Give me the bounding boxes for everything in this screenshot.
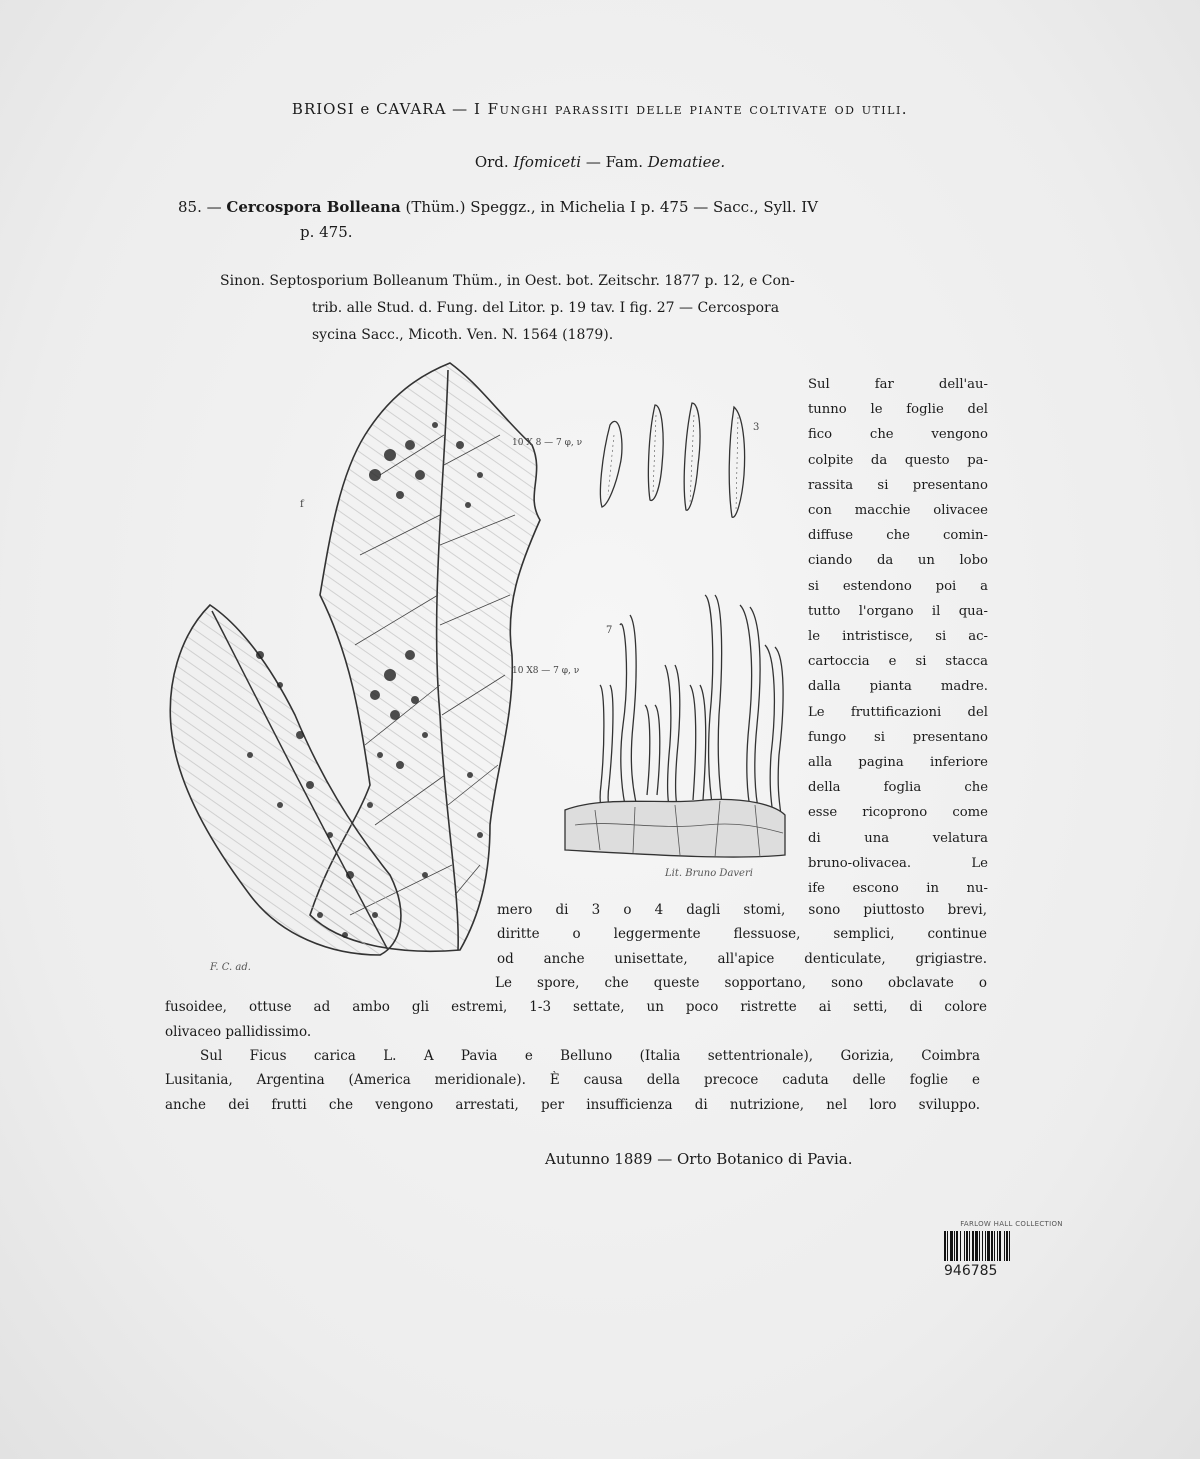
species-number: 85. — [178,198,222,216]
collection-date: Autunno 1889 — Orto Botanico di Pavia. [545,1150,853,1168]
fig-conidiophores [505,585,805,885]
order-name: Ifomiceti [513,153,582,171]
text-line: Le spore, che queste sopportano, sono obclavate o [495,975,987,991]
synonym-line: trib. alle Stud. d. Fung. del Litor. p. 19 tav. I fig. 27 — Cercospora [312,300,780,316]
host-paragraph [165,1044,980,1117]
page-header [0,100,1200,118]
lithographer-signature: Lit. Bruno Daveri [665,868,753,879]
text-line: Le fruttificazioni del [808,704,988,720]
text-line: le intristisce, si ac- [808,629,988,645]
fig-label-3: 3 [753,422,760,433]
text-line: con macchie olivacee [808,503,988,519]
text-line: ciando da un lobo [808,553,988,569]
barcode-stripe [1010,1231,1012,1261]
species-title [178,198,818,216]
text-line: Lusitania, Argentina (America meridionale). È causa della precoce caduta delle foglie e [165,1072,980,1089]
text-line: di una velatura [808,830,988,846]
text-line: anche dei frutti che vengono arrestati, per insufficienza di nutrizione, nel loro sviluppo. [165,1096,980,1113]
text-line: si estendono poi a [808,578,988,594]
barcode-label [944,1220,1079,1279]
description-mid [497,898,987,971]
text-line: ife escono in nu- [808,881,988,897]
text-line: cartoccia e si stacca [808,654,988,670]
text-line: dalla pianta madre. [808,679,988,695]
text-line: Sul Ficus carica L. A Pavia e Belluno (Italia settentrionale), Gorizia, Coimbra [200,1048,980,1064]
text-line: fusoidee, ottuse ad ambo gli estremi, 1-3 settate, un poco ristrette ai setti, di colore [165,999,987,1016]
text-line: colpite da questo pa- [808,452,988,468]
order-separator: — [585,153,601,171]
text-line: mero di 3 o 4 dagli stomi, sono piuttosto brevi, [497,902,987,918]
fig-label-f: f [300,499,304,510]
header-authors: BRIOSI e CAVARA — [291,100,469,118]
description-full [165,971,987,1044]
text-line: od anche unisettate, all'apice denticulate, grigiastre. [497,950,987,967]
family-label: Fam. [605,153,643,171]
text-line: della foglia che [808,780,988,796]
fig-label-magnif-2: 10 X8 — 7 φ, ν [512,666,580,676]
barcode-number: 946785 [944,1263,998,1279]
species-name: Cercospora Bolleana [226,198,401,216]
text-line: fungo si presentano [808,729,988,745]
order-label: Ord. [474,153,509,171]
species-authority-cont: p. 475. [300,223,353,241]
text-line: Sul far dell'au- [808,377,988,392]
synonym-line: Sinon. Septosporium Bolleanum Thüm., in Oest. bot. Zeitschr. 1877 p. 12, e Con- [220,273,795,289]
text-line: diritte o leggermente flessuose, semplici, continue [497,926,987,943]
text-line: bruno-olivacea. Le [808,855,988,871]
text-line: olivaceo pallidissimo. [165,1023,312,1040]
synonym-line: sycina Sacc., Micoth. Ven. N. 1564 (1879). [312,327,614,343]
description-column [808,372,988,901]
fig-label-7: 7 [606,625,613,636]
text-line: fico che vengono [808,427,988,443]
barcode-bars [944,1231,1079,1261]
illustrator-signature: F. C. ad. [210,962,251,973]
fig-spores [510,395,810,525]
text-line: tunno le foglie del [808,402,988,418]
barcode-caption: FARLOW HALL COLLECTION [960,1220,1063,1228]
order-family-line [0,153,1200,171]
header-series: I Funghi parassiti delle piante coltivate od utili. [473,100,909,118]
fig-label-magnif-1: 10 X 8 — 7 φ, ν [512,438,583,448]
text-line: rassita si presentano [808,477,988,493]
text-line: alla pagina inferiore [808,755,988,771]
text-line: tutto l'organo il qua- [808,603,988,619]
species-authority: (Thüm.) Speggz., in Michelia I p. 475 — Sacc., Syll. IV [405,198,819,216]
family-name: Dematiee. [647,153,726,171]
text-line: diffuse che comin- [808,528,988,544]
text-line: esse ricoprono come [808,805,988,821]
